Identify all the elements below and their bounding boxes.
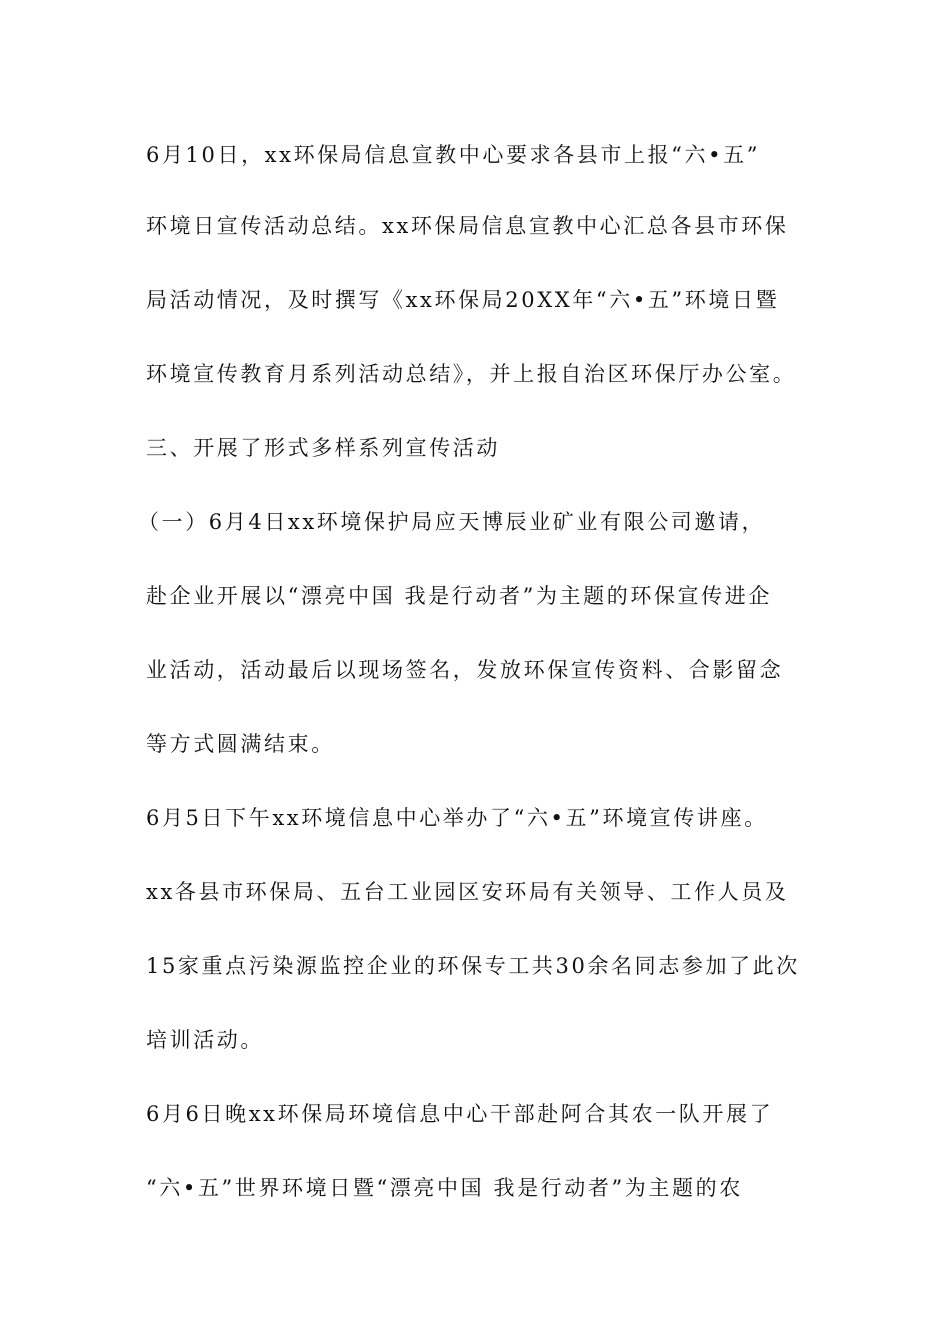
text-line: 15家重点污染源监控企业的环保专工共30余名同志参加了此次 bbox=[146, 954, 800, 978]
text-line: 赴企业开展以“漂亮中国 我是行动者”为主题的环保宣传进企 bbox=[146, 584, 772, 608]
text-line: 6月10日，xx环保局信息宣教中心要求各县市上报“六•五” bbox=[146, 143, 761, 167]
text-line: 6月5日下午xx环境信息中心举办了“六•五”环境宣传讲座。 bbox=[146, 806, 768, 830]
text-line: 6月6日晚xx环保局环境信息中心干部赴阿合其农一队开展了 bbox=[146, 1102, 774, 1126]
text-line: 局活动情况，及时撰写《xx环保局20XX年“六•五”环境日暨 bbox=[146, 288, 780, 312]
text-line: 环境宣传教育月系列活动总结》，并上报自治区环保厅办公室。 bbox=[146, 362, 797, 386]
text-line: 等方式圆满结束。 bbox=[146, 732, 335, 756]
text-line: xx各县市环保局、五台工业园区安环局有关领导、工作人员及 bbox=[146, 880, 789, 904]
section-heading: 三、开展了形式多样系列宣传活动 bbox=[146, 436, 500, 460]
text-line: 业活动，活动最后以现场签名，发放环保宣传资料、合影留念 bbox=[146, 658, 784, 682]
text-line: “六•五”世界环境日暨“漂亮中国 我是行动者”为主题的农 bbox=[146, 1176, 743, 1200]
text-line: 环境日宣传活动总结。xx环保局信息宣教中心汇总各县市环保 bbox=[146, 214, 789, 238]
text-line: （一）6月4日xx环境保护局应天博辰业矿业有限公司邀请， bbox=[138, 510, 766, 534]
text-line: 培训活动。 bbox=[146, 1028, 264, 1052]
